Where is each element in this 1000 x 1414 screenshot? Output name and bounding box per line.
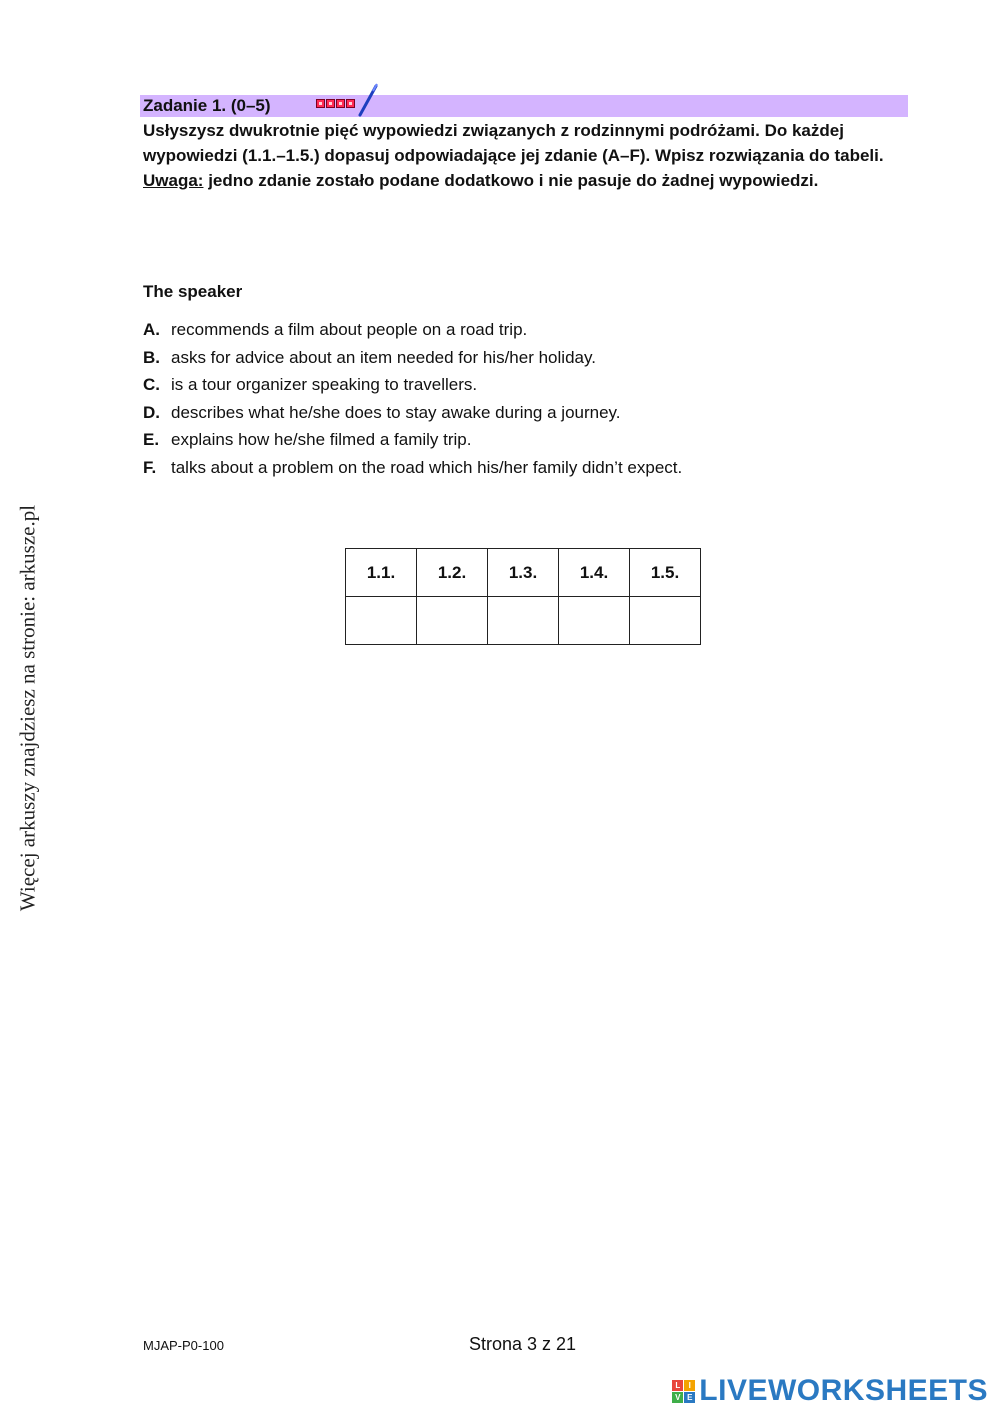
option-d bbox=[143, 401, 682, 429]
side-watermark-text: Więcej arkuszy znajdziesz na stronie: arkusze.pl bbox=[15, 504, 40, 912]
option-letter: F. bbox=[143, 457, 157, 477]
header-cell-1-1: 1.1. bbox=[346, 549, 417, 597]
brand-icon-letter: V bbox=[672, 1392, 683, 1403]
option-text: is a tour organizer speaking to travellers. bbox=[171, 375, 478, 395]
brand-icon-letter: E bbox=[684, 1392, 695, 1403]
header-cell-1-5: 1.5. bbox=[630, 549, 701, 597]
brand-icon-letter: I bbox=[684, 1380, 695, 1391]
option-text: recommends a film about people on a road trip. bbox=[171, 320, 528, 339]
task-header bbox=[140, 95, 908, 117]
answer-input-1-1[interactable] bbox=[346, 597, 417, 645]
options-list bbox=[143, 318, 682, 484]
answer-table bbox=[345, 548, 701, 645]
header-cell-1-4: 1.4. bbox=[559, 549, 630, 597]
task-instructions bbox=[143, 118, 913, 193]
option-e bbox=[143, 428, 682, 456]
option-letter: E. bbox=[143, 430, 160, 450]
header-cell-1-2: 1.2. bbox=[417, 549, 488, 597]
answer-input-1-4[interactable] bbox=[559, 597, 630, 645]
note-label: Uwaga: bbox=[143, 171, 204, 190]
liveworksheets-icon bbox=[672, 1380, 695, 1403]
option-a bbox=[143, 318, 682, 346]
option-text: explains how he/she filmed a family trip. bbox=[171, 430, 472, 450]
brand-icon-letter: L bbox=[672, 1380, 683, 1391]
answer-table-input-row bbox=[346, 597, 701, 645]
answer-input-1-2[interactable] bbox=[417, 597, 488, 645]
option-b bbox=[143, 346, 682, 374]
task-title: Zadanie 1. (0–5) bbox=[143, 96, 271, 115]
option-letter: D. bbox=[143, 402, 160, 422]
option-letter: C. bbox=[143, 375, 160, 395]
option-c bbox=[143, 373, 682, 401]
page-number: Strona 3 z 21 bbox=[469, 1334, 577, 1354]
option-text: talks about a problem on the road which his/her family didn’t expect. bbox=[171, 457, 683, 477]
answer-input-1-3[interactable] bbox=[488, 597, 559, 645]
option-f bbox=[143, 456, 682, 484]
answer-input-1-5[interactable] bbox=[630, 597, 701, 645]
answer-table-header-row bbox=[346, 549, 701, 597]
option-letter: B. bbox=[143, 347, 160, 367]
instruction-text: Usłyszysz dwukrotnie pięć wypowiedzi związanych z rodzinnymi podróżami. Do każdej wypowiedzi (1.1.–1.5.) dopasuj odpowiadające jej zdanie (A–F). Wpisz rozwiązania do tabeli. bbox=[143, 121, 884, 165]
header-cell-1-3: 1.3. bbox=[488, 549, 559, 597]
pen-icon bbox=[358, 83, 380, 117]
option-letter: A. bbox=[143, 320, 160, 339]
note-text: jedno zdanie zostało podane dodatkowo i nie pasuje do żadnej wypowiedzi. bbox=[203, 171, 819, 190]
speaker-heading: The speaker bbox=[143, 282, 243, 301]
audio-track-icon bbox=[316, 99, 355, 108]
note-line bbox=[143, 168, 913, 193]
option-text: asks for advice about an item needed for his/her holiday. bbox=[171, 347, 596, 367]
exam-code: MJAP-P0-100 bbox=[143, 1338, 224, 1353]
liveworksheets-logo[interactable] bbox=[672, 1374, 988, 1408]
option-text: describes what he/she does to stay awake during a journey. bbox=[171, 402, 621, 422]
brand-text: LIVEWORKSHEETS bbox=[699, 1374, 988, 1407]
